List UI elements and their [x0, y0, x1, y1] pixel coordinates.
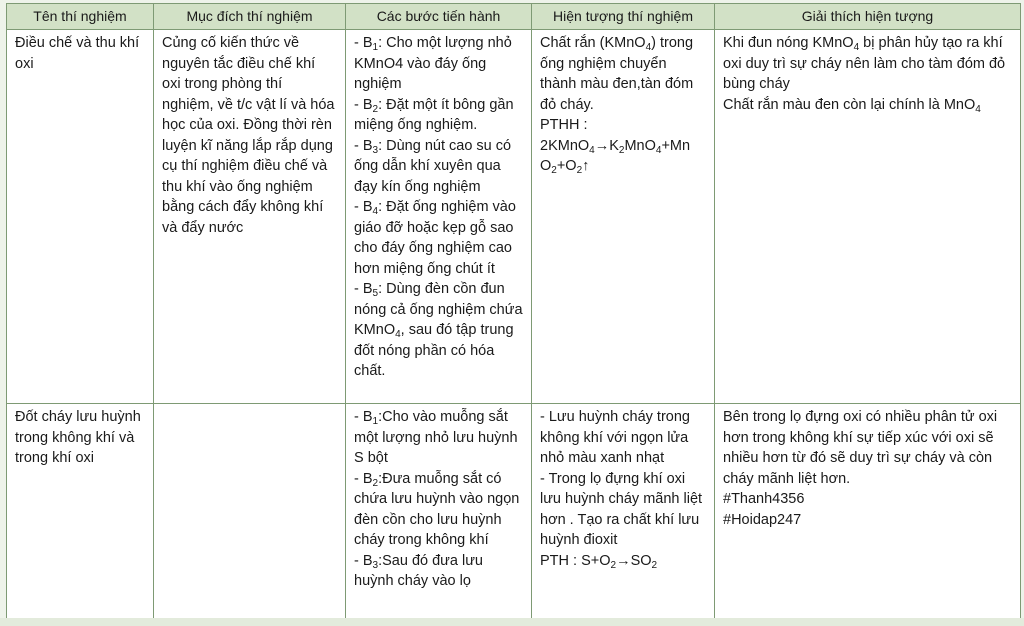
phenomenon-description: - Trong lọ đựng khí oxi lưu huỳnh cháy mãnh liệt hơn . Tạo ra chất khí lưu huỳnh đioxit [540, 470, 703, 548]
header-phenomenon: Hiện tượng thí nghiệm [532, 4, 715, 30]
cell-explanation [715, 404, 1021, 619]
step-item: - $B_4$: Đặt ống nghiệm vào giáo đỡ hoặc kẹp gỗ sao cho đáy ống nghiệm cao hơn miệng ống chút ít [354, 199, 516, 277]
header-experiment-name: Tên thí nghiệm [7, 4, 154, 30]
cell-experiment-name [7, 30, 154, 404]
cell-phenomenon [532, 30, 715, 404]
page-bottom-edge [0, 618, 1024, 626]
hashtag: #Hoidap247 [723, 511, 802, 528]
cell-purpose [154, 30, 346, 404]
table-row [7, 404, 1021, 619]
step-item: - $B_3:Sau$ đó đưa lưu huỳnh cháy vào lọ [354, 552, 483, 589]
cell-phenomenon [532, 404, 715, 619]
explanation-text: Bên trong lọ đựng oxi có nhiều phân tử oxi hơn trong không khí sự tiếp xúc với oxi sẽ nhiều hơn từ đó sẽ duy trì sự cháy và còn cháy mãnh liệt hơn. [723, 409, 998, 487]
hashtag: #Thanh4356 [723, 491, 805, 507]
cell-explanation [715, 30, 1021, 404]
step-item: - $B_2:Đưa$ muỗng sắt có chứa lưu huỳnh vào ngọn đèn cồn cho lưu huỳnh cháy trong không khí [354, 470, 520, 548]
cell-steps [346, 404, 532, 619]
step-item: - $B_5$: Dùng đèn cồn đun nóng cả ống nghiệm chứa KMnO$_4$, sau đó tập trung đốt nóng phần có hóa chất. [354, 281, 523, 379]
explanation-text: Chất rắn màu đen còn lại chính là MnO$_4$ [723, 96, 981, 115]
header-purpose: Mục đích thí nghiệm [154, 4, 346, 30]
chemical-equation: PTH : $S+O_2\to SO_2$ [540, 552, 658, 571]
cell-steps [346, 30, 532, 404]
header-steps: Các bước tiến hành [346, 4, 532, 30]
equation-label: PTHH : [540, 117, 588, 133]
table-row [7, 30, 1021, 404]
experiment-name-text: Đốt cháy lưu huỳnh trong không khí và trong khí oxi [15, 409, 141, 466]
step-item: - $B_1$: Cho một lượng nhỏ KMnO4 vào đáy ống nghiệm [354, 35, 512, 92]
chemical-equation: $2KMnO_4\to K_2MnO_4+Mn$ [540, 137, 691, 156]
purpose-text: Củng cố kiến thức về nguyên tắc điều chế khí oxi trong phòng thí nghiệm, về t/c vật lí và hóa học của oxi. Đồng thời rèn luyện kĩ năng lắp rắp dụng cụ thí nghiệm điều chế và thu khí vào ống nghiệm bằng cách đẩy không khí và đẩy nước [162, 35, 335, 236]
explanation-text: Khi đun nóng KMnO$_4$ bị phân hủy tạo ra khí oxi duy trì sự cháy nên làm cho tàm đóm đỏ bùng cháy [723, 35, 1006, 92]
phenomenon-description: - Lưu huỳnh cháy trong không khí với ngọn lửa nhỏ màu xanh nhạt [540, 409, 690, 466]
table-header-row [7, 4, 1021, 30]
phenomenon-description: Chất rắn (KMnO$_4$) trong ống nghiệm chuyển thành màu đen,tàn đóm đỏ cháy. [540, 35, 694, 113]
step-item: - $B_1:Cho$ vào muỗng sắt một lượng nhỏ lưu huỳnh S bột [354, 409, 518, 466]
step-item: - $B_3$: Dùng nút cao su có ống dẫn khí xuyên qua đạy kín ống nghiệm [354, 137, 512, 195]
chemical-equation-cont: $O_2+O_2↑$ [540, 158, 590, 176]
step-item: - $B_2$: Đặt một ít bông gần miệng ống nghiệm. [354, 96, 514, 133]
experiment-name-text: Điều chế và thu khí oxi [15, 35, 140, 72]
experiment-table [6, 3, 1021, 619]
cell-experiment-name [7, 404, 154, 619]
header-explanation: Giải thích hiện tượng [715, 4, 1021, 30]
cell-purpose [154, 404, 346, 619]
